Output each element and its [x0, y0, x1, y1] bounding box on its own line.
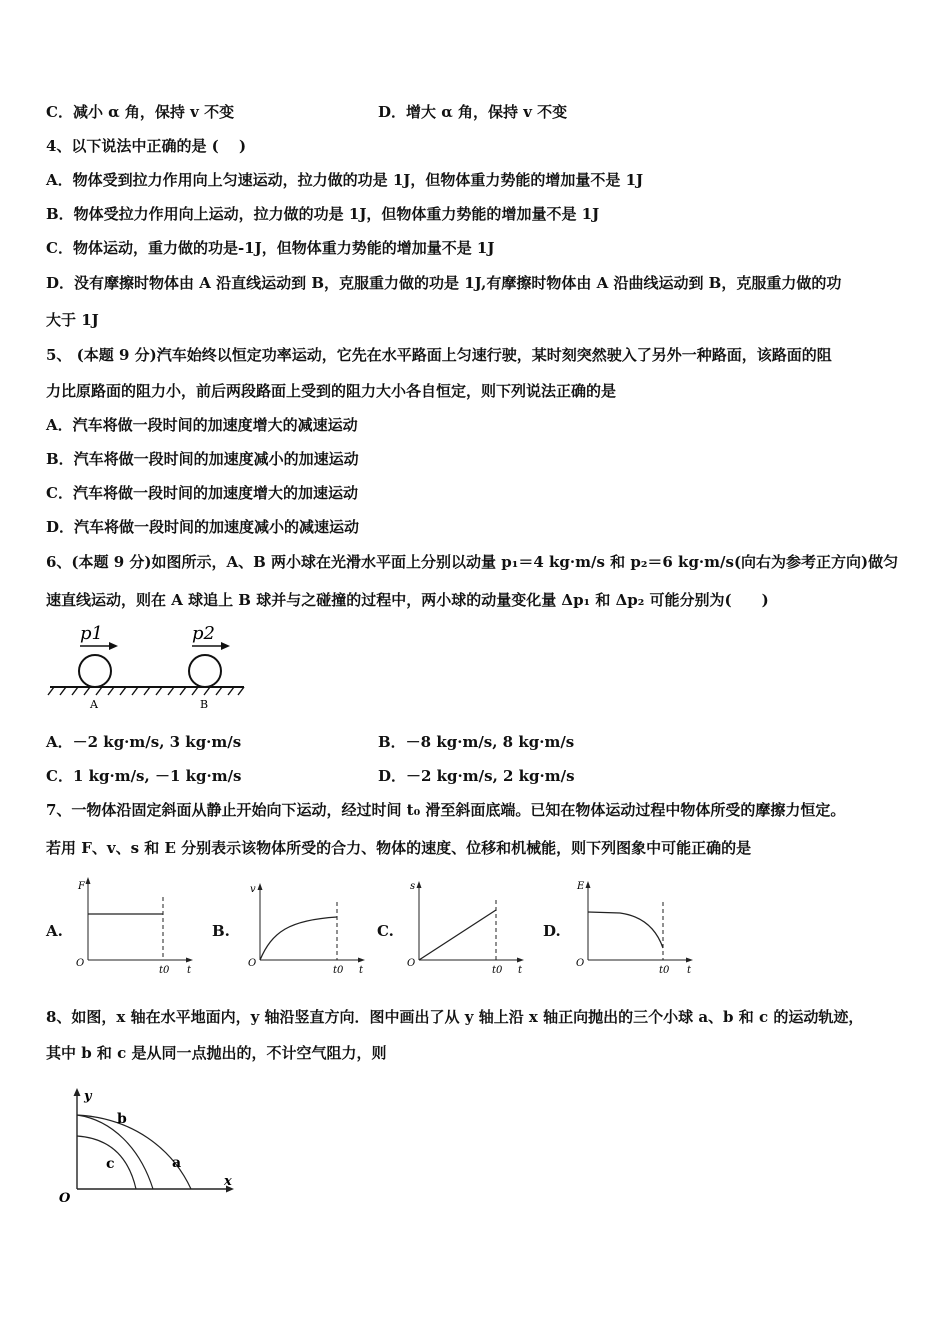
t0-label: t0 — [492, 965, 503, 976]
v-curve — [260, 917, 337, 960]
s-curve — [419, 910, 496, 960]
ball-a-label: A — [90, 698, 98, 711]
x-label: x — [224, 1174, 232, 1189]
ball-b-label: B — [200, 698, 209, 711]
origin-label: O — [248, 958, 257, 969]
q8-stem: 8、如图，x 轴在水平地面内，y 轴沿竖直方向．图中画出了从 y 轴上沿 x 轴正向抛出的三个小球 a、b 和 c 的运动轨迹， — [46, 1008, 864, 1026]
q5-option-a: A．汽车将做一段时间的加速度增大的减速运动 — [46, 416, 358, 434]
q6-figure — [46, 620, 251, 715]
q4-option-c: C．物体运动，重力做的功是-1J，但物体重力势能的增加量不是 1J — [46, 239, 495, 257]
q5-stem-cont: 力比原路面的阻力小，前后两段路面上受到的阻力大小各自恒定，则下列说法正确的是 — [46, 382, 617, 400]
t-label: t — [187, 965, 192, 976]
origin-label: O — [576, 958, 585, 969]
trajectory-a — [77, 1115, 191, 1189]
q6-stem-cont: 速直线运动，则在 A 球追上 B 球并与之碰撞的过程中，两小球的动量变化量 Δp₁ 和 Δp₂ 可能分别为( ) — [46, 591, 769, 609]
q7-stem-cont: 若用 F、v、s 和 E 分别表示该物体所受的合力、物体的速度、位移和机械能，则下列图象中可能正确的是 — [46, 839, 752, 857]
t-label: t — [687, 965, 692, 976]
f-label: F — [78, 881, 85, 892]
curve-c-label: c — [106, 1156, 115, 1172]
t0-label: t0 — [333, 965, 344, 976]
e-label: E — [577, 881, 585, 892]
q3-option-c: C．减小 α 角，保持 v 不变 — [46, 103, 235, 121]
t-label: t — [518, 965, 523, 976]
curve-a-label: a — [172, 1155, 182, 1171]
origin-label: O — [59, 1191, 71, 1206]
q6-option-a: A．－2 kg·m/s, 3 kg·m/s — [46, 733, 242, 751]
ground-hatching — [48, 687, 244, 695]
origin-label: O — [407, 958, 416, 969]
s-label: s — [410, 881, 416, 892]
q5-stem: 5、 (本题 9 分)汽车始终以恒定功率运动，它先在水平路面上匀速行驶，某时刻突然驶入了另外一种路面，该路面的阻 — [46, 346, 832, 364]
q7-graph-d — [572, 872, 697, 977]
q7-graph-b — [244, 872, 369, 977]
q7-option-b-label: B. — [212, 922, 230, 940]
q4-option-b: B．物体受拉力作用向上运动，拉力做的功是 1J，但物体重力势能的增加量不是 1J — [46, 205, 600, 223]
q8-figure — [52, 1078, 247, 1213]
q8-stem-cont: 其中 b 和 c 是从同一点抛出的，不计空气阻力，则 — [46, 1044, 387, 1062]
trajectory-b — [77, 1115, 153, 1189]
q7-option-c-label: C. — [377, 922, 394, 940]
q4-option-d-cont: 大于 1J — [46, 311, 99, 329]
q4-option-d: D．没有摩擦时物体由 A 沿直线运动到 B，克服重力做的功是 1J,有摩擦时物体由 A 沿曲线运动到 B，克服重力做的功 — [46, 274, 842, 292]
t0-label: t0 — [659, 965, 670, 976]
q6-stem: 6、(本题 9 分)如图所示，A、B 两小球在光滑水平面上分别以动量 p₁＝4 kg·m/s 和 p₂＝6 kg·m/s(向右为参考正方向)做匀 — [46, 553, 899, 571]
y-label: y — [84, 1089, 92, 1104]
origin-label: O — [76, 958, 85, 969]
q7-option-d-label: D. — [543, 922, 561, 940]
q6-option-b: B．－8 kg·m/s, 8 kg·m/s — [378, 733, 575, 751]
q4-stem: 4、以下说法中正确的是 ( ) — [46, 137, 247, 155]
q4-option-a: A．物体受到拉力作用向上匀速运动，拉力做的功是 1J，但物体重力势能的增加量不是 1J — [46, 171, 644, 189]
q7-graph-a — [72, 872, 197, 977]
v-label: v — [250, 884, 256, 895]
ball-a — [79, 655, 111, 687]
q6-option-c: C．1 kg·m/s, －1 kg·m/s — [46, 767, 242, 785]
q6-option-d: D．－2 kg·m/s, 2 kg·m/s — [378, 767, 575, 785]
e-curve — [588, 912, 663, 948]
q5-option-d: D．汽车将做一段时间的加速度减小的减速运动 — [46, 518, 360, 536]
t0-label: t0 — [159, 965, 170, 976]
q7-option-a-label: A. — [46, 922, 63, 940]
p2-arrowhead — [221, 642, 230, 650]
t-label: t — [359, 965, 364, 976]
p1-arrowhead — [109, 642, 118, 650]
q7-stem: 7、一物体沿固定斜面从静止开始向下运动，经过时间 t₀ 滑至斜面底端。已知在物体运动过程中物体所受的摩擦力恒定。 — [46, 801, 846, 819]
q3-option-d: D．增大 α 角，保持 v 不变 — [378, 103, 568, 121]
curve-b-label: b — [117, 1111, 127, 1127]
q7-graph-c — [403, 872, 528, 977]
q5-option-b: B．汽车将做一段时间的加速度减小的加速运动 — [46, 450, 359, 468]
q5-option-c: C．汽车将做一段时间的加速度增大的加速运动 — [46, 484, 358, 502]
p1-label: p1 — [80, 623, 103, 644]
p2-label: p2 — [192, 623, 215, 644]
ball-b — [189, 655, 221, 687]
